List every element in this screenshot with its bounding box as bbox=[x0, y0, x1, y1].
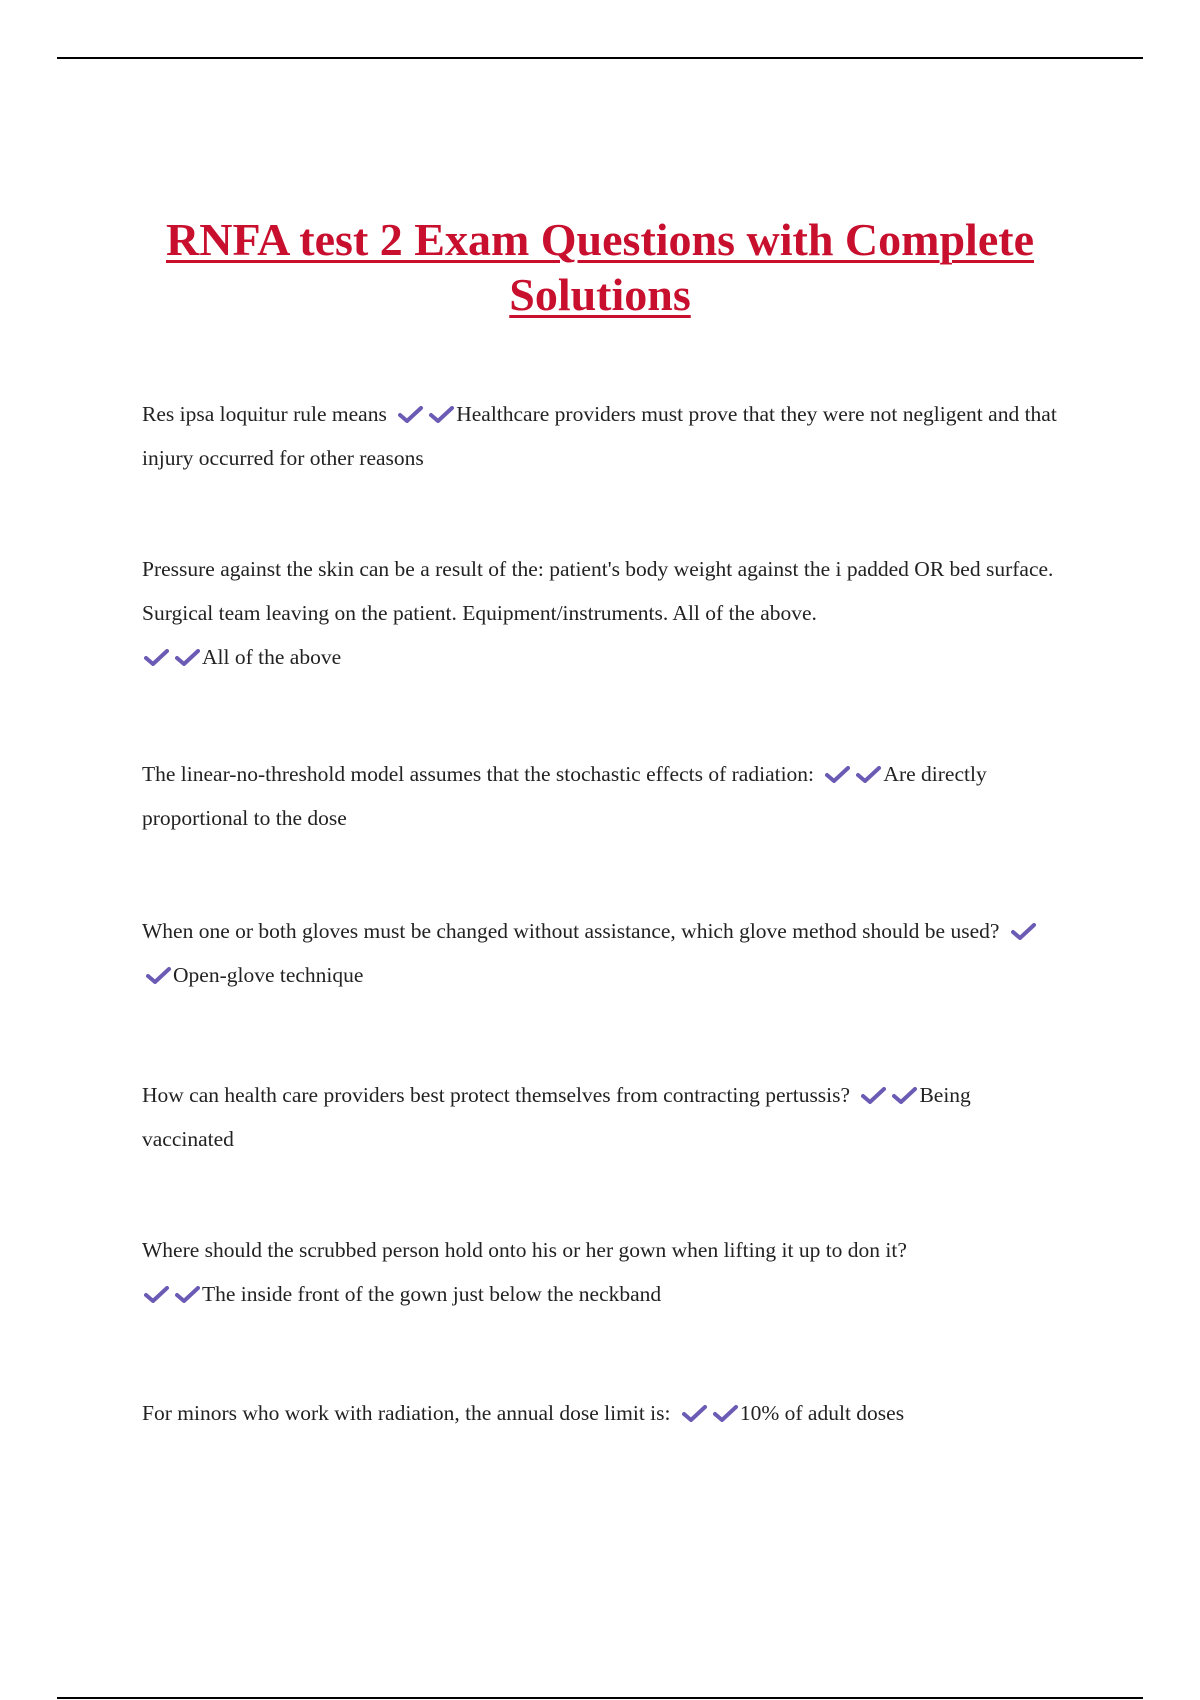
answer-text: 10% of adult doses bbox=[739, 1401, 905, 1425]
checkmark-icon bbox=[144, 1286, 169, 1303]
qa-item-7 bbox=[142, 1391, 1067, 1435]
checkmark-icon bbox=[429, 406, 454, 423]
qa-item-2 bbox=[142, 547, 1067, 679]
checkmark-icon bbox=[175, 1286, 200, 1303]
question-text: For minors who work with radiation, the annual dose limit is: bbox=[142, 1401, 671, 1425]
question-text: When one or both gloves must be changed without assistance, which glove method should be used? bbox=[142, 919, 1000, 943]
top-rule bbox=[57, 57, 1143, 59]
qa-item-6 bbox=[142, 1228, 1067, 1316]
checkmark-icon bbox=[175, 649, 200, 666]
question-text: The linear-no-threshold model assumes that the stochastic effects of radiation: bbox=[142, 762, 815, 786]
checkmark-icon bbox=[892, 1087, 917, 1104]
checkmark-icon bbox=[146, 967, 171, 984]
checkmark-icon bbox=[713, 1405, 738, 1422]
question-text: How can health care providers best protect themselves from contracting pertussis? bbox=[142, 1083, 851, 1107]
checkmark-icon bbox=[682, 1405, 707, 1422]
qa-item-5 bbox=[142, 1073, 1067, 1161]
question-text: Where should the scrubbed person hold onto his or her gown when lifting it up to don it? bbox=[142, 1238, 907, 1262]
checkmark-icon bbox=[1011, 923, 1036, 940]
answer-text: Being vaccinated bbox=[142, 1083, 971, 1151]
checkmark-icon bbox=[861, 1087, 886, 1104]
bottom-rule bbox=[57, 1697, 1143, 1699]
document-title: RNFA test 2 Exam Questions with Complete Solutions bbox=[166, 214, 1034, 320]
checkmark-icon bbox=[144, 649, 169, 666]
question-text: Res ipsa loquitur rule means bbox=[142, 402, 387, 426]
qa-item-4 bbox=[142, 909, 1067, 997]
answer-text: All of the above bbox=[202, 645, 342, 669]
checkmark-icon bbox=[856, 766, 881, 783]
answer-text: Open-glove technique bbox=[173, 963, 364, 987]
answer-text: The inside front of the gown just below the neckband bbox=[202, 1282, 662, 1306]
question-text: Pressure against the skin can be a result of the: patient's body weight against the i padded OR bed surface. Surgical team leaving on the patient. Equipment/instruments. All of the above. bbox=[142, 557, 1054, 625]
answer-text: Healthcare providers must prove that they were not negligent and that injury occurred for other reasons bbox=[142, 402, 1057, 470]
qa-item-1 bbox=[142, 392, 1067, 480]
answer-text: Are directly proportional to the dose bbox=[142, 762, 987, 830]
checkmark-icon bbox=[398, 406, 423, 423]
checkmark-icon bbox=[825, 766, 850, 783]
qa-item-3 bbox=[142, 752, 1067, 840]
